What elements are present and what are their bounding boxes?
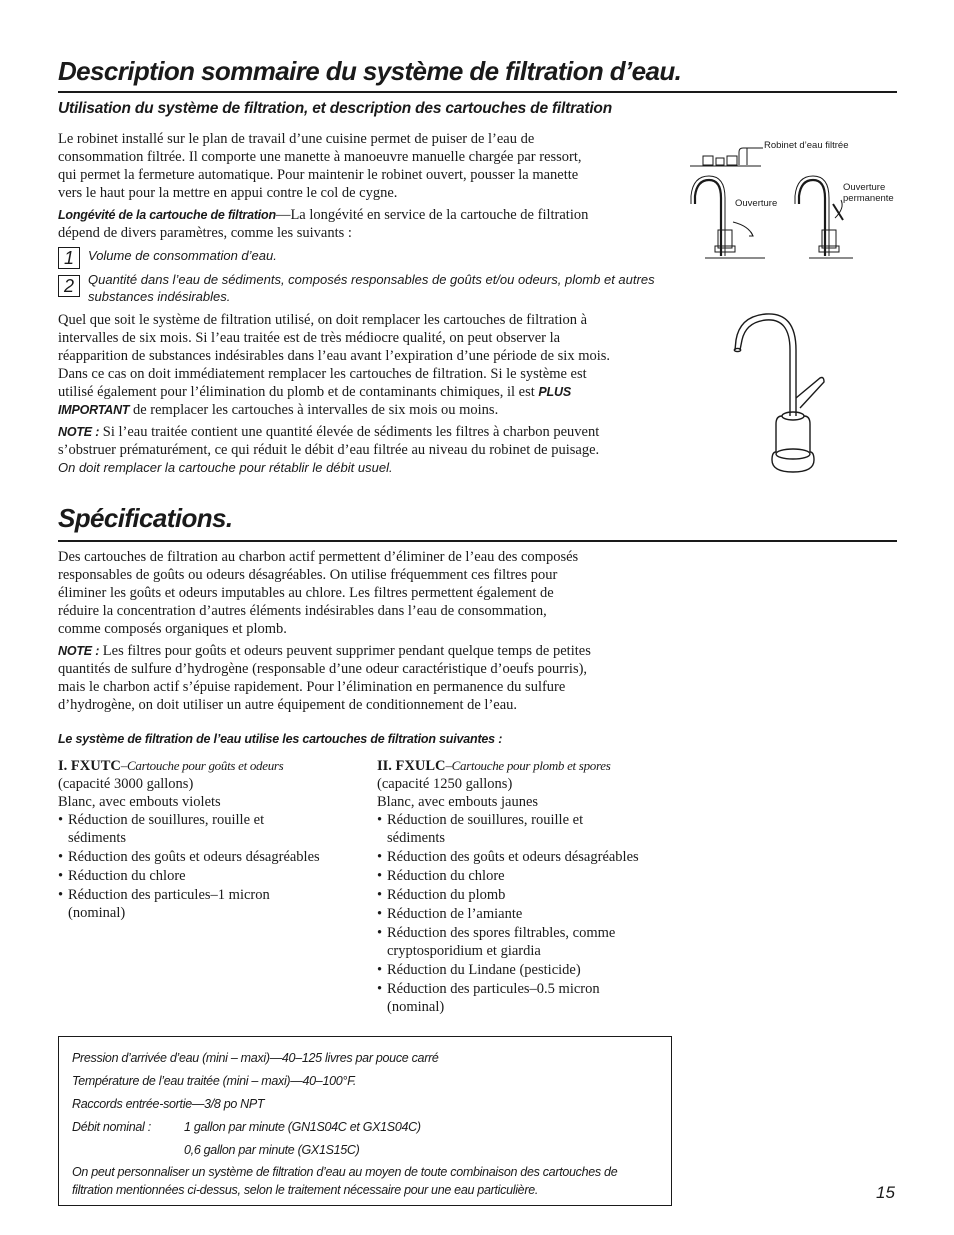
cartridge-type: –Cartouche pour plomb et spores bbox=[445, 758, 611, 773]
label-line: Ouverture bbox=[843, 182, 886, 193]
list-item: • Réduction des particules–0.5 micron (nominal) bbox=[377, 980, 687, 1016]
cartridge-type: –Cartouche pour goûts et odeurs bbox=[120, 758, 284, 773]
longevity-text: —La longévité en service de la cartouche de filtration bbox=[275, 207, 589, 223]
cartridge-name: II. FXULC bbox=[377, 758, 446, 774]
cartridge-features bbox=[58, 811, 358, 922]
spec-note-line: quantités de sulfure d’hydrogène (responsable d’une odeur caractéristique d’oeufs pourris), bbox=[58, 661, 588, 677]
replace-end: de remplacer les cartouches à intervalles de six mois ou moins. bbox=[129, 402, 499, 418]
list-item: • Réduction de souillures, rouille et sédiments bbox=[377, 811, 687, 847]
note-text: Si l’eau traitée contient une quantité élevée de sédiments les filtres à charbon peuvent bbox=[99, 424, 600, 440]
faucet-illustration-drawing bbox=[732, 312, 832, 476]
cartridge-capacity: (capacité 3000 gallons) bbox=[58, 776, 194, 792]
list-item: • Réduction du Lindane (pesticide) bbox=[377, 961, 687, 979]
cartridge-capacity: (capacité 1250 gallons) bbox=[377, 776, 513, 792]
faucet-diagram bbox=[685, 138, 897, 266]
factor-line: Volume de consommation d’eau. bbox=[88, 248, 277, 263]
note-label: NOTE : bbox=[58, 425, 100, 439]
factor-number-1: 1 bbox=[58, 247, 80, 269]
list-item: • Réduction des particules–1 micron (nominal) bbox=[58, 886, 358, 922]
factor-2-text bbox=[88, 271, 668, 305]
title-rule bbox=[58, 91, 897, 93]
label-line: permanente bbox=[843, 193, 894, 204]
spec-flow-2: 0,6 gallon par minute (GX1S15C) bbox=[184, 1143, 360, 1157]
longevity-paragraph bbox=[58, 206, 678, 242]
intro-paragraph bbox=[58, 130, 678, 202]
list-item: • Réduction du chlore bbox=[58, 867, 358, 885]
factor-line: substances indésirables. bbox=[88, 289, 231, 304]
note-paragraph bbox=[58, 423, 678, 477]
cartridge-name: I. FXUTC bbox=[58, 758, 121, 774]
note-italic: On doit remplacer la cartouche pour rétablir le débit usuel. bbox=[58, 460, 393, 475]
spec-note-line: Les filtres pour goûts et odeurs peuvent supprimer pendant quelque temps de petites bbox=[99, 643, 591, 659]
replace-line: utilisé également pour l’élimination du plomb et de contaminants chimiques, il est bbox=[58, 384, 535, 400]
longevity-lead: Longévité de la cartouche de filtration bbox=[58, 208, 276, 222]
label-permanent-opening bbox=[843, 182, 894, 204]
section-title-description: Description sommaire du système de filtration d’eau. bbox=[58, 56, 682, 86]
spec-pressure: Pression d’arrivée d’eau (mini – maxi)—40–125 livres par pouce carré bbox=[72, 1051, 439, 1065]
factor-1-text bbox=[88, 247, 668, 264]
cartridge-color: Blanc, avec embouts violets bbox=[58, 794, 221, 810]
factor-number-2: 2 bbox=[58, 275, 80, 297]
spec-fittings: Raccords entrée-sortie—3/8 po NPT bbox=[72, 1097, 265, 1111]
spec-note-paragraph bbox=[58, 642, 678, 714]
factor-line: Quantité dans l’eau de sédiments, composés responsables de goûts et/ou odeurs, plomb et autres bbox=[88, 272, 655, 287]
spec-flow-1: 1 gallon par minute (GN1S04C et GX1S04C) bbox=[184, 1120, 421, 1134]
spec-custom-1: On peut personnaliser un système de filtration d’eau au moyen de toute combinaison des cartouches de bbox=[72, 1165, 618, 1179]
spec-intro-line: Des cartouches de filtration au charbon actif permettent d’éliminer de l’eau des composés bbox=[58, 549, 579, 565]
cartridge-fxutc bbox=[58, 757, 358, 922]
faucet-illustration bbox=[732, 312, 832, 476]
spec-intro-line: comme composés organiques et plomb. bbox=[58, 621, 287, 637]
cartridge-color: Blanc, avec embouts jaunes bbox=[377, 794, 539, 810]
list-item: • Réduction de souillures, rouille et sédiments bbox=[58, 811, 358, 847]
cartridge-features bbox=[377, 811, 687, 1016]
list-item: • Réduction du plomb bbox=[377, 886, 687, 904]
cartridge-fxulc bbox=[377, 757, 687, 1016]
spec-custom-2: filtration mentionnées ci-dessus, selon le traitement nécessaire pour une eau particulière. bbox=[72, 1183, 539, 1197]
replace-line: intervalles de six mois. Si l’eau traitée est de très médiocre qualité, on peut observer la bbox=[58, 330, 561, 346]
section-title-specifications: Spécifications. bbox=[58, 503, 233, 533]
spec-note-line: mais le charbon actif s’épuise rapidement. Pour l’élimination en permanence du sulfure bbox=[58, 679, 566, 695]
list-item: • Réduction des goûts et odeurs désagréables bbox=[58, 848, 358, 866]
replace-line: Quel que soit le système de filtration utilisé, on doit remplacer les cartouches de filtration à bbox=[58, 312, 588, 328]
section-subtitle: Utilisation du système de filtration, et description des cartouches de filtration bbox=[58, 100, 612, 117]
spec-note-line: d’hydrogène, on doit utiliser un autre équipement de conditionnement de l’eau. bbox=[58, 697, 518, 713]
list-item: • Réduction de l’amiante bbox=[377, 905, 687, 923]
spec-intro-line: réduire la concentration d’autres éléments indésirables dans l’eau de consommation, bbox=[58, 603, 547, 619]
plus-emphasis: PLUS bbox=[538, 385, 571, 399]
intro-line: consommation filtrée. Il comporte une manette à manoeuvre manuelle chargée par ressort, bbox=[58, 149, 582, 165]
longevity-text: dépend de divers paramètres, comme les suivants : bbox=[58, 225, 352, 241]
spec-flow-label: Débit nominal : bbox=[72, 1120, 151, 1134]
label-filtered-faucet: Robinet d’eau filtrée bbox=[764, 140, 849, 151]
intro-line: Le robinet installé sur le plan de travail d’une cuisine permet de puiser de l’eau de bbox=[58, 131, 535, 147]
list-item: • Réduction des goûts et odeurs désagréables bbox=[377, 848, 687, 866]
page-number: 15 bbox=[876, 1183, 895, 1202]
list-item: • Réduction des spores filtrables, comme cryptosporidium et giardia bbox=[377, 924, 687, 960]
list-item: • Réduction du chlore bbox=[377, 867, 687, 885]
replace-line: Dans ce cas on doit immédiatement remplacer les cartouches de filtration. Si le système est bbox=[58, 366, 587, 382]
spec-intro-line: responsables de goûts ou odeurs désagréables. On utilise fréquemment ces filtres pour bbox=[58, 567, 558, 583]
title-rule bbox=[58, 540, 897, 542]
specifications-box bbox=[58, 1036, 672, 1206]
spec-intro-paragraph bbox=[58, 548, 678, 638]
cartridges-lead: Le système de filtration de l’eau utilise les cartouches de filtration suivantes : bbox=[58, 732, 503, 746]
spec-temperature: Température de l’eau traitée (mini – maxi)—40–100°F. bbox=[72, 1074, 356, 1088]
note-label: NOTE : bbox=[58, 644, 100, 658]
label-opening: Ouverture bbox=[735, 198, 778, 209]
replace-paragraph bbox=[58, 311, 678, 419]
replace-line: réapparition de substances indésirables dans l’eau avant l’expiration d’une période de six mois. bbox=[58, 348, 611, 364]
spec-intro-line: éliminer les goûts et odeurs imputables au chlore. Les filtres permettent également de bbox=[58, 585, 554, 601]
important-emphasis: IMPORTANT bbox=[58, 403, 130, 417]
note-text: s’obstruer prématurément, ce qui réduit le débit d’eau filtrée au niveau du robinet de puisage. bbox=[58, 442, 600, 458]
intro-line: vers le haut pour la mettre en appui contre le col de cygne. bbox=[58, 185, 398, 201]
intro-line: qui permet la fermeture automatique. Pour maintenir le robinet ouvert, pousser la manette bbox=[58, 167, 579, 183]
